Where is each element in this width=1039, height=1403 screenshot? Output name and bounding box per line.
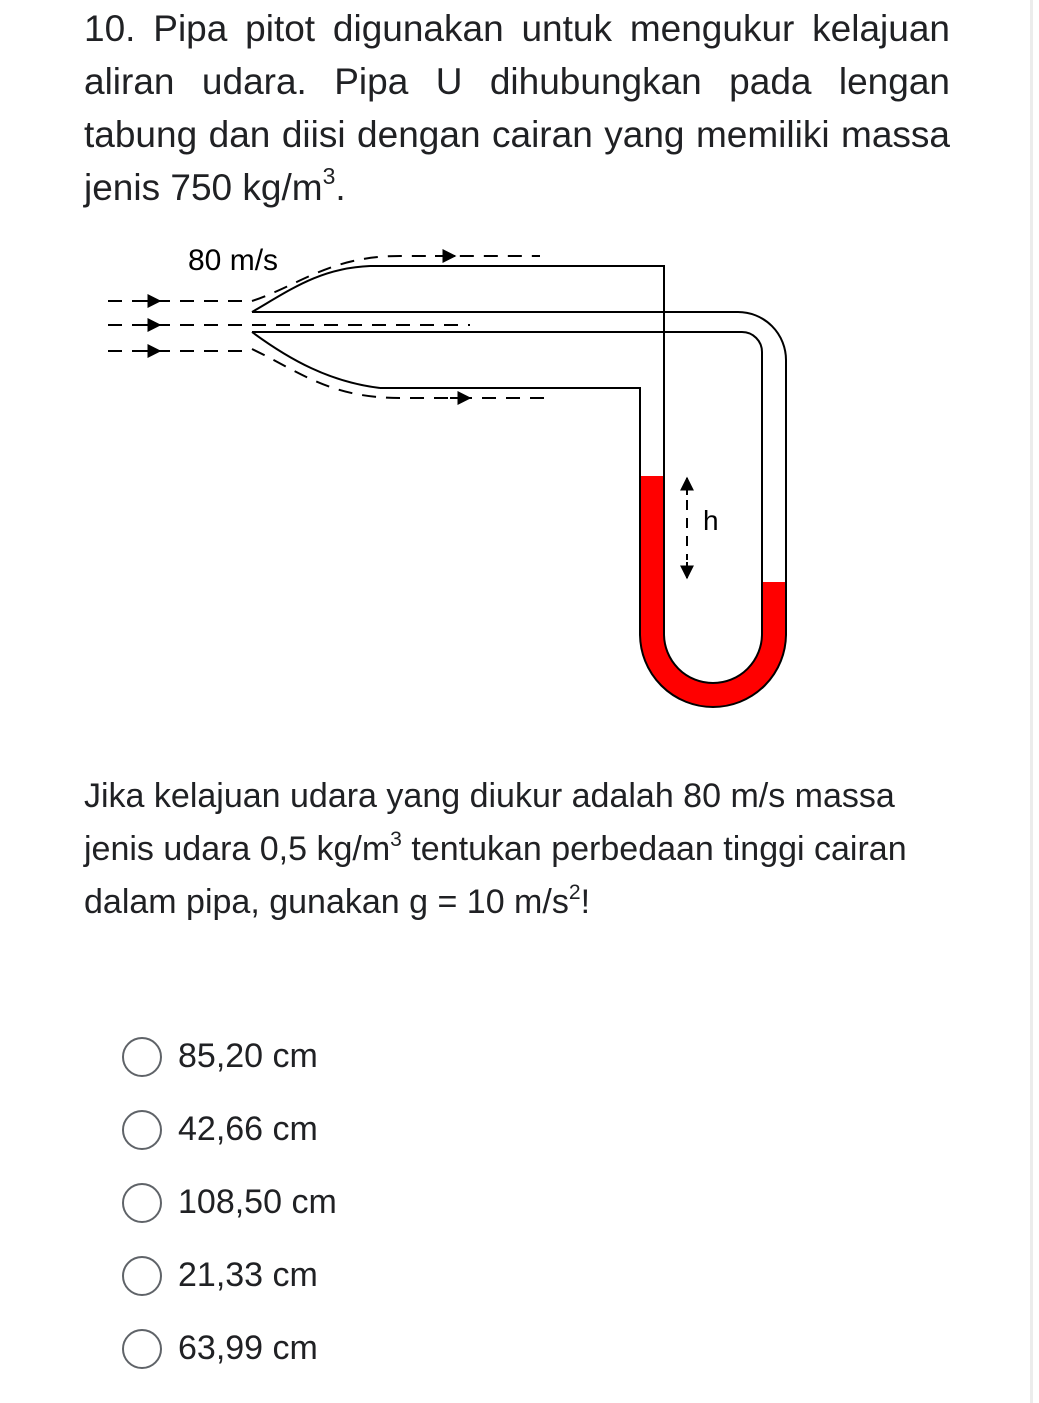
- height-label: h: [703, 505, 719, 536]
- prompt-superscript-2: 2: [568, 880, 581, 904]
- radio-button[interactable]: [122, 1256, 162, 1296]
- question-superscript: 3: [322, 163, 336, 190]
- answer-option[interactable]: [122, 1166, 337, 1239]
- pitot-tube-diagram: [0, 225, 1039, 725]
- question-body: Pipa pitot digunakan untuk mengukur kelajuan aliran udara. Pipa U dihubungkan pada lengan tabung dan diisi dengan cairan yang memiliki massa jenis 750 kg/m: [84, 8, 950, 208]
- answer-option[interactable]: [122, 1020, 337, 1093]
- answer-option-label: 63,99 cm: [178, 1329, 318, 1367]
- answer-option-label: 108,50 cm: [178, 1183, 337, 1221]
- prompt-part-1: Jika kelajuan udara yang diukur adalah 80 m/s massa jenis udara 0,5 kg/m: [84, 777, 895, 868]
- answer-option-label: 21,33 cm: [178, 1256, 318, 1294]
- prompt-part-3: !: [580, 883, 591, 921]
- radio-button[interactable]: [122, 1183, 162, 1223]
- answer-option[interactable]: [122, 1093, 337, 1166]
- prompt-text: [84, 770, 914, 929]
- prompt-superscript-1: 3: [390, 827, 402, 851]
- answer-option-label: 85,20 cm: [178, 1037, 318, 1075]
- answer-options: [122, 1020, 337, 1385]
- airflow-streamlines: [108, 256, 550, 398]
- radio-button[interactable]: [122, 1037, 162, 1077]
- radio-button[interactable]: [122, 1329, 162, 1369]
- speed-label: 80 m/s: [188, 244, 279, 277]
- radio-button[interactable]: [122, 1110, 162, 1150]
- answer-option-label: 42,66 cm: [178, 1110, 318, 1148]
- question-end: .: [335, 167, 346, 208]
- prompt-part-2: tentukan perbedaan tinggi cairan dalam pipa, gunakan g = 10 m/s: [84, 830, 907, 921]
- pitot-tube-walls: [252, 266, 786, 707]
- answer-option[interactable]: [122, 1312, 337, 1385]
- question-text: [84, 2, 950, 214]
- question-number: 10.: [84, 8, 136, 49]
- answer-option[interactable]: [122, 1239, 337, 1312]
